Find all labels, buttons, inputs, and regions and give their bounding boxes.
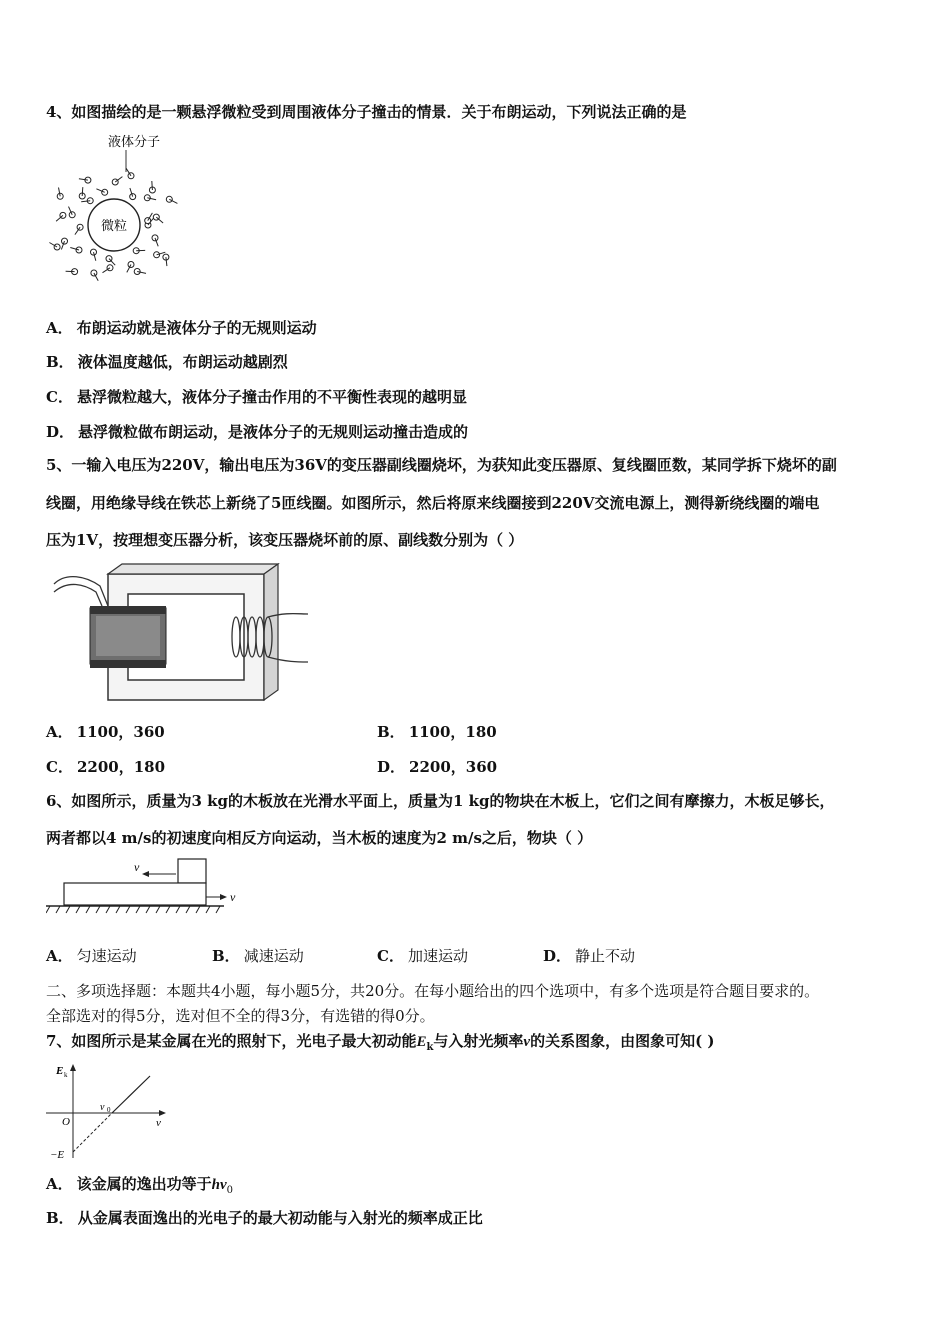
label-ek: E xyxy=(56,1065,64,1077)
option-letter: D． xyxy=(543,947,572,965)
molecule-velocity-arrow xyxy=(82,187,83,196)
label-nu0: ν xyxy=(100,1102,105,1113)
molecule xyxy=(145,218,151,224)
q6-stem-line-2: 两者都以4 m/s的初速度向相反方向运动，当木板的速度为2 m/s之后，物块（ ） xyxy=(46,829,593,847)
q7-stem-part: 7、如图所示是某金属在光的照射下，光电子最大初动能 xyxy=(46,1032,417,1050)
label-particle: 微粒 xyxy=(101,218,128,233)
q7-ek: E xyxy=(416,1034,427,1050)
label-neg-e: −E xyxy=(50,1149,65,1161)
q7-option-a[interactable] xyxy=(46,1174,233,1201)
option-letter: B． xyxy=(377,723,405,741)
molecule-velocity-arrow xyxy=(152,181,153,190)
q7-ek-sub: k xyxy=(426,1042,434,1053)
option-letter: C． xyxy=(377,947,404,965)
q4-option-b[interactable] xyxy=(46,352,288,372)
option-text: 该金属的逸出功等于 xyxy=(76,1175,212,1193)
molecule xyxy=(152,235,158,241)
q7-option-b[interactable] xyxy=(46,1208,483,1228)
section-2-scoring: 全部选对的得5分，选对但不全的得3分，有选错的得0分。 xyxy=(46,1007,435,1025)
q5-option-c[interactable] xyxy=(46,757,165,777)
option-text: 2200，180 xyxy=(76,758,166,776)
q7-stem-part: 与入射光频率 xyxy=(433,1032,524,1050)
option-text: 2200，360 xyxy=(409,758,498,776)
option-letter: D． xyxy=(46,423,75,441)
label-nu: ν xyxy=(156,1117,161,1129)
option-text: 1100，180 xyxy=(408,723,497,741)
molecule xyxy=(130,194,136,200)
q5-stem-line-1: 5、一输入电压为220V，输出电压为36V的变压器副线圈烧坏，为获知此变压器原、复线圈匝数，某同学拆下烧坏的副 xyxy=(46,456,837,474)
q7-stem xyxy=(46,1031,715,1058)
label-nu0-sub: 0 xyxy=(107,1106,111,1114)
q5-option-b[interactable] xyxy=(377,722,497,742)
q5-stem-line-3: 压为1V，按理想变压器分析，该变压器烧坏前的原、副线数分别为（ ） xyxy=(46,531,524,549)
q5-option-d[interactable] xyxy=(377,757,497,777)
transformer-figure xyxy=(46,562,316,707)
option-text: 悬浮微粒越大，液体分子撞击作用的不平衡性表现的越明显 xyxy=(76,388,467,406)
option-text: 静止不动 xyxy=(575,947,636,965)
q7-nu: v xyxy=(523,1034,531,1050)
option-text: 匀速运动 xyxy=(76,947,137,965)
section-2-heading: 二、多项选择题：本题共4小题，每小题5分，共20分。在每小题给出的四个选项中，有多个选项是符合题目要求的。 xyxy=(46,982,820,1000)
q7-stem-part: 的关系图象，由图象可知( ) xyxy=(530,1032,715,1050)
q5-option-a[interactable] xyxy=(46,722,165,742)
q4-option-d[interactable] xyxy=(46,422,468,442)
option-letter: B． xyxy=(46,1209,74,1227)
option-letter: C． xyxy=(46,758,73,776)
option-letter: D． xyxy=(377,758,406,776)
label-origin: O xyxy=(62,1116,70,1128)
option-text: 从金属表面逸出的光电子的最大初动能与入射光的频率成正比 xyxy=(77,1209,483,1227)
option-letter: A． xyxy=(46,319,73,337)
option-letter: B． xyxy=(212,947,240,965)
q4-stem: 4、如图描绘的是一颗悬浮微粒受到周围液体分子撞击的情景．关于布朗运动，下列说法正确的是 xyxy=(46,103,687,121)
molecule xyxy=(128,173,134,179)
board-block-figure xyxy=(46,853,246,915)
q6-option-a[interactable] xyxy=(46,946,137,966)
option-math: hν xyxy=(211,1177,227,1193)
q4-option-a[interactable] xyxy=(46,318,317,338)
option-text: 悬浮微粒做布朗运动，是液体分子的无规则运动撞击造成的 xyxy=(78,423,469,441)
q6-stem-line-1: 6、如图所示，质量为3 kg的木板放在光滑水平面上，质量为1 kg的物块在木板上，它们之间有摩擦力，木板足够长， xyxy=(46,792,835,810)
label-liquid-molecule: 液体分子 xyxy=(108,134,161,149)
molecule xyxy=(107,265,113,271)
q4-option-c[interactable] xyxy=(46,387,467,407)
option-math-sub: 0 xyxy=(226,1185,234,1196)
board xyxy=(64,883,206,905)
photoelectric-graph xyxy=(46,1060,176,1165)
option-letter: A． xyxy=(46,723,73,741)
q6-option-c[interactable] xyxy=(377,946,468,966)
label-v-block: v xyxy=(134,860,140,874)
q5-stem-line-2: 线圈，用绝缘导线在铁芯上新绕了5匝线圈。如图所示，然后将原来线圈接到220V交流电源上，测得新绕线圈的端电 xyxy=(46,494,820,512)
option-letter: B． xyxy=(46,353,74,371)
option-text: 加速运动 xyxy=(407,947,468,965)
q6-option-b[interactable] xyxy=(212,946,304,966)
label-v-board: v xyxy=(230,890,236,904)
option-text: 布朗运动就是液体分子的无规则运动 xyxy=(76,319,317,337)
block xyxy=(178,859,206,883)
q6-option-d[interactable] xyxy=(543,946,635,966)
brownian-motion-figure xyxy=(46,130,196,285)
label-ek-sub: k xyxy=(64,1071,68,1079)
option-text: 液体温度越低，布朗运动越剧烈 xyxy=(77,353,288,371)
option-letter: A． xyxy=(46,1175,73,1193)
option-letter: C． xyxy=(46,388,73,406)
option-text: 1100，360 xyxy=(76,723,165,741)
option-text: 减速运动 xyxy=(243,947,304,965)
option-letter: A． xyxy=(46,947,73,965)
